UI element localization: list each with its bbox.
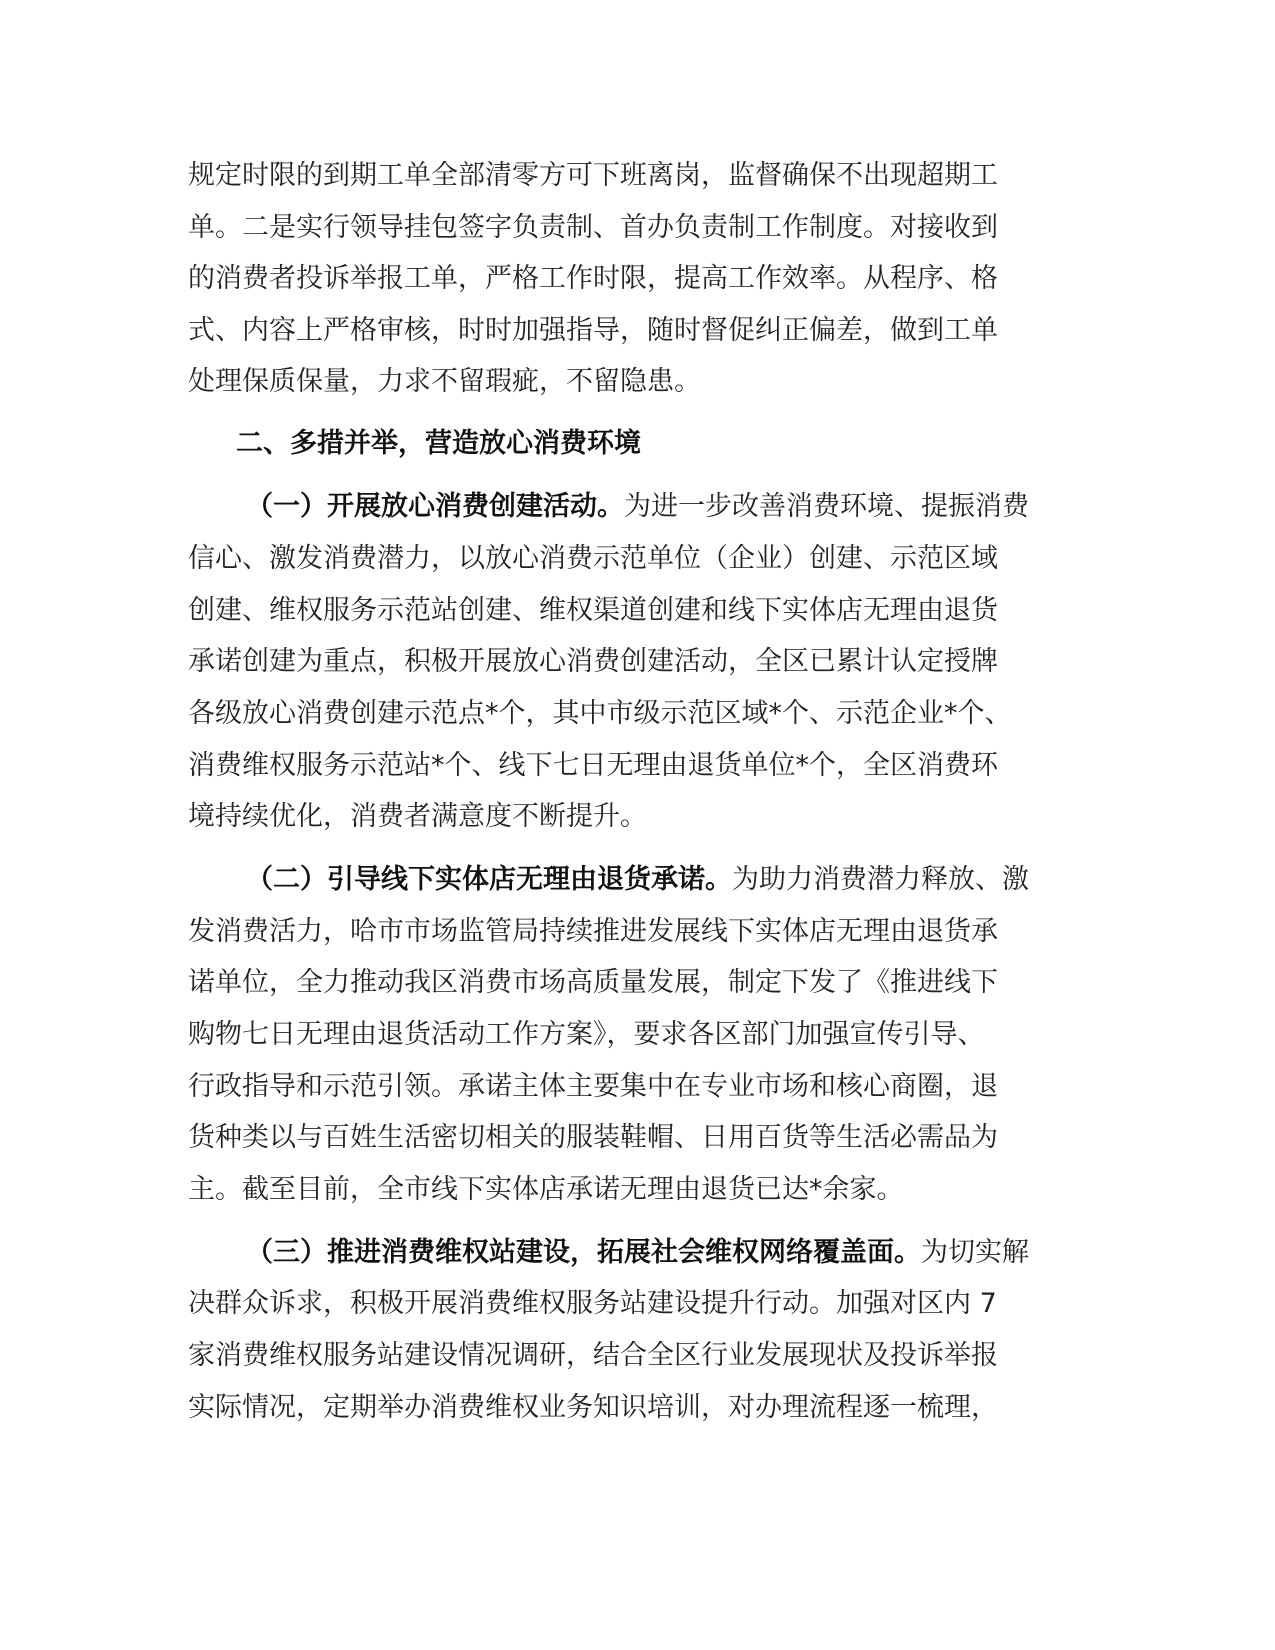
sub1-line-6: 消费维权服务示范站*个、线下七日无理由退货单位*个，全区消费环: [188, 750, 998, 781]
sub2-line-4: 购物七日无理由退货活动工作方案》，要求各区部门加强宣传引导、: [188, 1019, 985, 1050]
sub2-first-line: [246, 854, 1146, 906]
sub2-line-5: 行政指导和示范引领。承诺主体主要集中在专业市场和核心商圈，退: [188, 1071, 998, 1102]
sub2-first-rest: 为助力消费潜力释放、激: [732, 864, 1029, 895]
intro-line-5: 处理保质保量，力求不留瑕疵，不留隐患。: [188, 366, 701, 397]
sub2-line-6: 货种类以与百姓生活密切相关的服装鞋帽、日用百货等生活必需品为: [188, 1122, 998, 1153]
intro-line-4: 式、内容上严格审核，时时加强指导，随时督促纠正偏差，做到工单: [188, 315, 998, 346]
sub1-line-2: 信心、激发消费潜力，以放心消费示范单位（企业）创建、示范区域: [188, 543, 998, 574]
sub3-first-line: [246, 1227, 1146, 1279]
sub1-line-7: 境持续优化，消费者满意度不断提升。: [188, 801, 647, 832]
sub2-line-7: 主。截至目前，全市线下实体店承诺无理由退货已达*余家。: [188, 1174, 904, 1205]
sub3-line-2: 决群众诉求，积极开展消费维权服务站建设提升行动。加强对区内 7: [188, 1288, 997, 1319]
sub1-line-5: 各级放心消费创建示范点*个，其中市级示范区域*个、示范企业*个、: [188, 698, 1012, 729]
section-heading: 二、多措并举，营造放心消费环境: [236, 428, 641, 459]
sub2-line-3: 诺单位，全力推动我区消费市场高质量发展，制定下发了《推进线下: [188, 967, 998, 998]
sub3-line-4: 实际情况，定期举办消费维权业务知识培训，对办理流程逐一梳理，: [188, 1392, 998, 1423]
sub1-lead: （一）开展放心消费创建活动。: [246, 491, 624, 522]
sub2-line-2: 发消费活力，哈市市场监管局持续推进发展线下实体店无理由退货承: [188, 916, 998, 947]
sub3-line-3: 家消费维权服务站建设情况调研，结合全区行业发展现状及投诉举报: [188, 1340, 998, 1371]
intro-line-3: 的消费者投诉举报工单，严格工作时限，提高工作效率。从程序、格: [188, 263, 998, 294]
intro-line-2: 单。二是实行领导挂包签字负责制、首办负责制工作制度。对接收到: [188, 212, 998, 243]
sub1-line-4: 承诺创建为重点，积极开展放心消费创建活动，全区已累计认定授牌: [188, 646, 998, 677]
sub2-lead: （二）引导线下实体店无理由退货承诺。: [246, 864, 732, 895]
sub1-first-rest: 为进一步改善消费环境、提振消费: [624, 491, 1029, 522]
intro-line-1: 规定时限的到期工单全部清零方可下班离岗，监督确保不出现超期工: [188, 160, 998, 191]
sub1-first-line: [246, 481, 1146, 533]
sub1-line-3: 创建、维权服务示范站创建、维权渠道创建和线下实体店无理由退货: [188, 595, 998, 626]
sub3-first-rest: 为切实解: [921, 1237, 1029, 1268]
sub3-lead: （三）推进消费维权站建设，拓展社会维权网络覆盖面。: [246, 1237, 921, 1268]
